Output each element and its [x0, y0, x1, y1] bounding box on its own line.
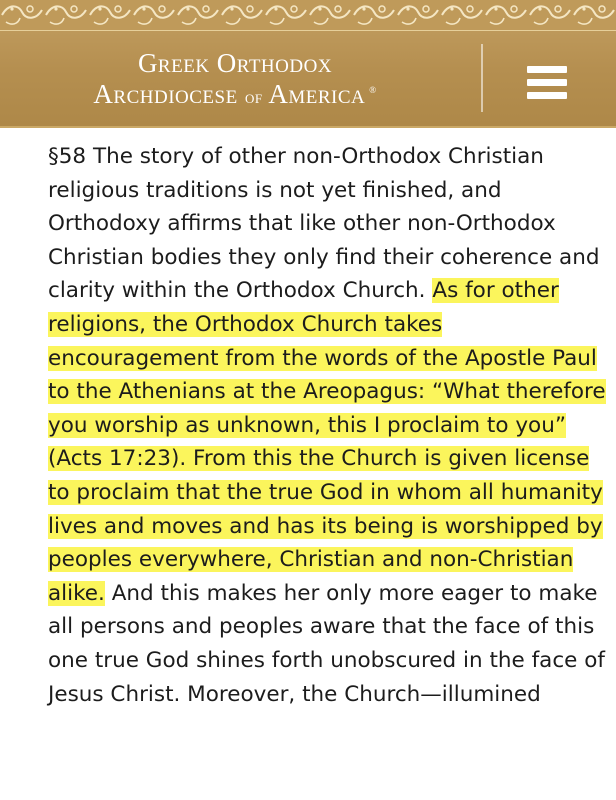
ornamental-border — [0, 0, 616, 31]
paragraph-text-start: §58 The story of other non-Orthodox Christian religious traditions is not yet finished, and Orthodoxy affirms that like other non-Orthodox Christian bodies they only find their coherence and clarity within the Orthodox Church. — [48, 144, 600, 304]
paragraph-text-end: And this makes her only more eager to make all persons and peoples aware that the face of this one true God shines forth unobscured in the face of Jesus Christ. Moreover, the Church—illumined — [48, 580, 605, 707]
brand-text-1: Greek Orthodox — [137, 48, 333, 78]
header-divider — [481, 44, 483, 112]
registered-mark: ® — [369, 85, 377, 95]
brand-text-2a: Archdiocese — [93, 79, 238, 109]
brand-text-of: of — [244, 87, 263, 107]
brand-text-2b: America — [268, 79, 366, 109]
ornament-pattern-icon — [0, 0, 616, 30]
article-body — [48, 140, 608, 711]
site-logo[interactable] — [60, 50, 410, 108]
article-paragraph — [48, 140, 608, 711]
brand-line-2 — [60, 81, 410, 108]
highlighted-text: As for other religions, the Orthodox Church takes encouragement from the words of the Apostle Paul to the Athenians at the Areopagus: “What therefore you worship as unknown, this I proclaim to you” (Acts 17:23). From this the Church is given license to proclaim that the true God in whom all humanity lives and moves and has its being is worshipped by peoples everywhere, Christian and non-Christian alike. — [48, 278, 606, 606]
brand-line-1 — [60, 50, 410, 77]
site-header — [0, 0, 616, 128]
hamburger-menu-icon[interactable] — [527, 66, 567, 100]
